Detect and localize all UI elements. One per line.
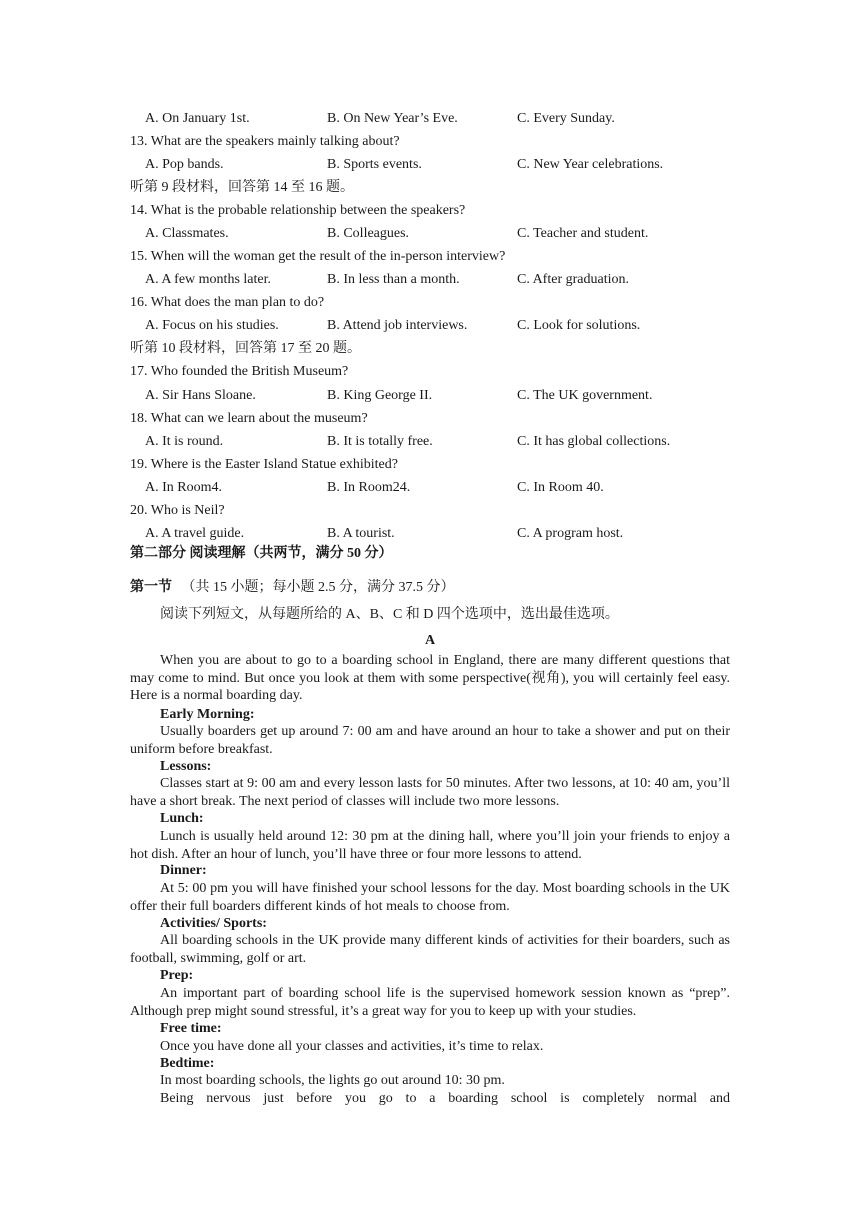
q20-option-c: C. A program host. bbox=[517, 526, 624, 541]
passage-intro: When you are about to go to a boarding school in England, there are many different questions that may come to mind. But once you look at them with some perspective(视角), you will certainly feel easy. Here is a normal boarding day. bbox=[130, 653, 730, 703]
q17-option-a: A. Sir Hans Sloane. bbox=[145, 388, 256, 403]
q14-option-c: C. Teacher and student. bbox=[517, 226, 649, 241]
early-morning-text: Usually boarders get up around 7: 00 am and have around an hour to take a shower and put on their uniform before breakfast. bbox=[130, 724, 730, 757]
lunch-text: Lunch is usually held around 12: 30 pm at the dining hall, where you’ll join your friends to enjoy a hot dish. After an hour of lunch, you’ll have three or four more lessons to attend. bbox=[130, 829, 730, 862]
lessons-text: Classes start at 9: 00 am and every lesson lasts for 50 minutes. After two lessons, at 10: 40 am, you’ll have a short break. The next period of classes will include two more lessons. bbox=[130, 776, 730, 809]
dinner-heading: Dinner: bbox=[160, 863, 207, 878]
activities-text: All boarding schools in the UK provide many different kinds of activities for their boarders, such as football, swimming, golf or art. bbox=[130, 933, 730, 966]
lessons-heading: Lessons: bbox=[160, 759, 212, 774]
q12-option-a: A. On January 1st. bbox=[145, 111, 250, 126]
q12-option-b: B. On New Year’s Eve. bbox=[327, 111, 458, 126]
dinner-text: At 5: 00 pm you will have finished your school lessons for the day. Most boarding schools in the UK offer their full boarders different kinds of hot meals to choose from. bbox=[130, 881, 730, 914]
q20-option-b: B. A tourist. bbox=[327, 526, 395, 541]
q16-stem: 16. What does the man plan to do? bbox=[130, 295, 325, 310]
q15-option-c: C. After graduation. bbox=[517, 272, 629, 287]
reading-instruction: 阅读下列短文，从每题所给的 A、B、C 和 D 四个选项中，选出最佳选项。 bbox=[160, 607, 619, 622]
q19-option-c: C. In Room 40. bbox=[517, 480, 604, 495]
q18-option-c: C. It has global collections. bbox=[517, 434, 671, 449]
q17-option-c: C. The UK government. bbox=[517, 388, 653, 403]
q19-stem: 19. Where is the Easter Island Statue exhibited? bbox=[130, 457, 398, 472]
q18-option-b: B. It is totally free. bbox=[327, 434, 433, 449]
q20-stem: 20. Who is Neil? bbox=[130, 503, 225, 518]
lunch-heading: Lunch: bbox=[160, 811, 204, 826]
part2-title: 第二部分 阅读理解（共两节，满分 50 分） bbox=[130, 546, 393, 561]
q19-option-b: B. In Room24. bbox=[327, 480, 411, 495]
section1-label: 第一节 bbox=[130, 580, 172, 595]
q13-stem: 13. What are the speakers mainly talking about? bbox=[130, 134, 400, 149]
q16-option-b: B. Attend job interviews. bbox=[327, 318, 468, 333]
section1-heading bbox=[130, 579, 455, 596]
q15-stem: 15. When will the woman get the result of the in-person interview? bbox=[130, 249, 506, 264]
closing-text: Being nervous just before you go to a boarding school is completely normal and bbox=[160, 1091, 730, 1106]
free-time-heading: Free time: bbox=[160, 1021, 222, 1036]
free-time-text: Once you have done all your classes and activities, it’s time to relax. bbox=[160, 1039, 544, 1054]
bedtime-text: In most boarding schools, the lights go out around 10: 30 pm. bbox=[160, 1073, 505, 1088]
q15-option-a: A. A few months later. bbox=[145, 272, 271, 287]
q14-option-a: A. Classmates. bbox=[145, 226, 229, 241]
q13-option-c: C. New Year celebrations. bbox=[517, 157, 664, 172]
q19-option-a: A. In Room4. bbox=[145, 480, 222, 495]
q18-option-a: A. It is round. bbox=[145, 434, 224, 449]
q14-stem: 14. What is the probable relationship between the speakers? bbox=[130, 203, 466, 218]
q20-option-a: A. A travel guide. bbox=[145, 526, 245, 541]
q13-option-b: B. Sports events. bbox=[327, 157, 422, 172]
q16-option-c: C. Look for solutions. bbox=[517, 318, 641, 333]
q17-option-b: B. King George II. bbox=[327, 388, 433, 403]
passage-letter: A bbox=[424, 633, 436, 648]
q12-option-c: C. Every Sunday. bbox=[517, 111, 615, 126]
early-morning-heading: Early Morning: bbox=[160, 707, 255, 722]
activities-heading: Activities/ Sports: bbox=[160, 916, 267, 931]
prep-text: An important part of boarding school life is the supervised homework session known as “prep”. Although prep might sound stressful, it’s a great way for you to keep up with your studies. bbox=[130, 986, 730, 1019]
q15-option-b: B. In less than a month. bbox=[327, 272, 460, 287]
q14-option-b: B. Colleagues. bbox=[327, 226, 410, 241]
q16-option-a: A. Focus on his studies. bbox=[145, 318, 279, 333]
q17-stem: 17. Who founded the British Museum? bbox=[130, 364, 349, 379]
section1-note: （共 15 小题；每小题 2.5 分，满分 37.5 分） bbox=[181, 580, 455, 595]
section9-instruction: 听第 9 段材料，回答第 14 至 16 题。 bbox=[130, 180, 354, 195]
q18-stem: 18. What can we learn about the museum? bbox=[130, 411, 368, 426]
section10-instruction: 听第 10 段材料，回答第 17 至 20 题。 bbox=[130, 341, 361, 356]
bedtime-heading: Bedtime: bbox=[160, 1056, 215, 1071]
prep-heading: Prep: bbox=[160, 968, 194, 983]
q13-option-a: A. Pop bands. bbox=[145, 157, 224, 172]
